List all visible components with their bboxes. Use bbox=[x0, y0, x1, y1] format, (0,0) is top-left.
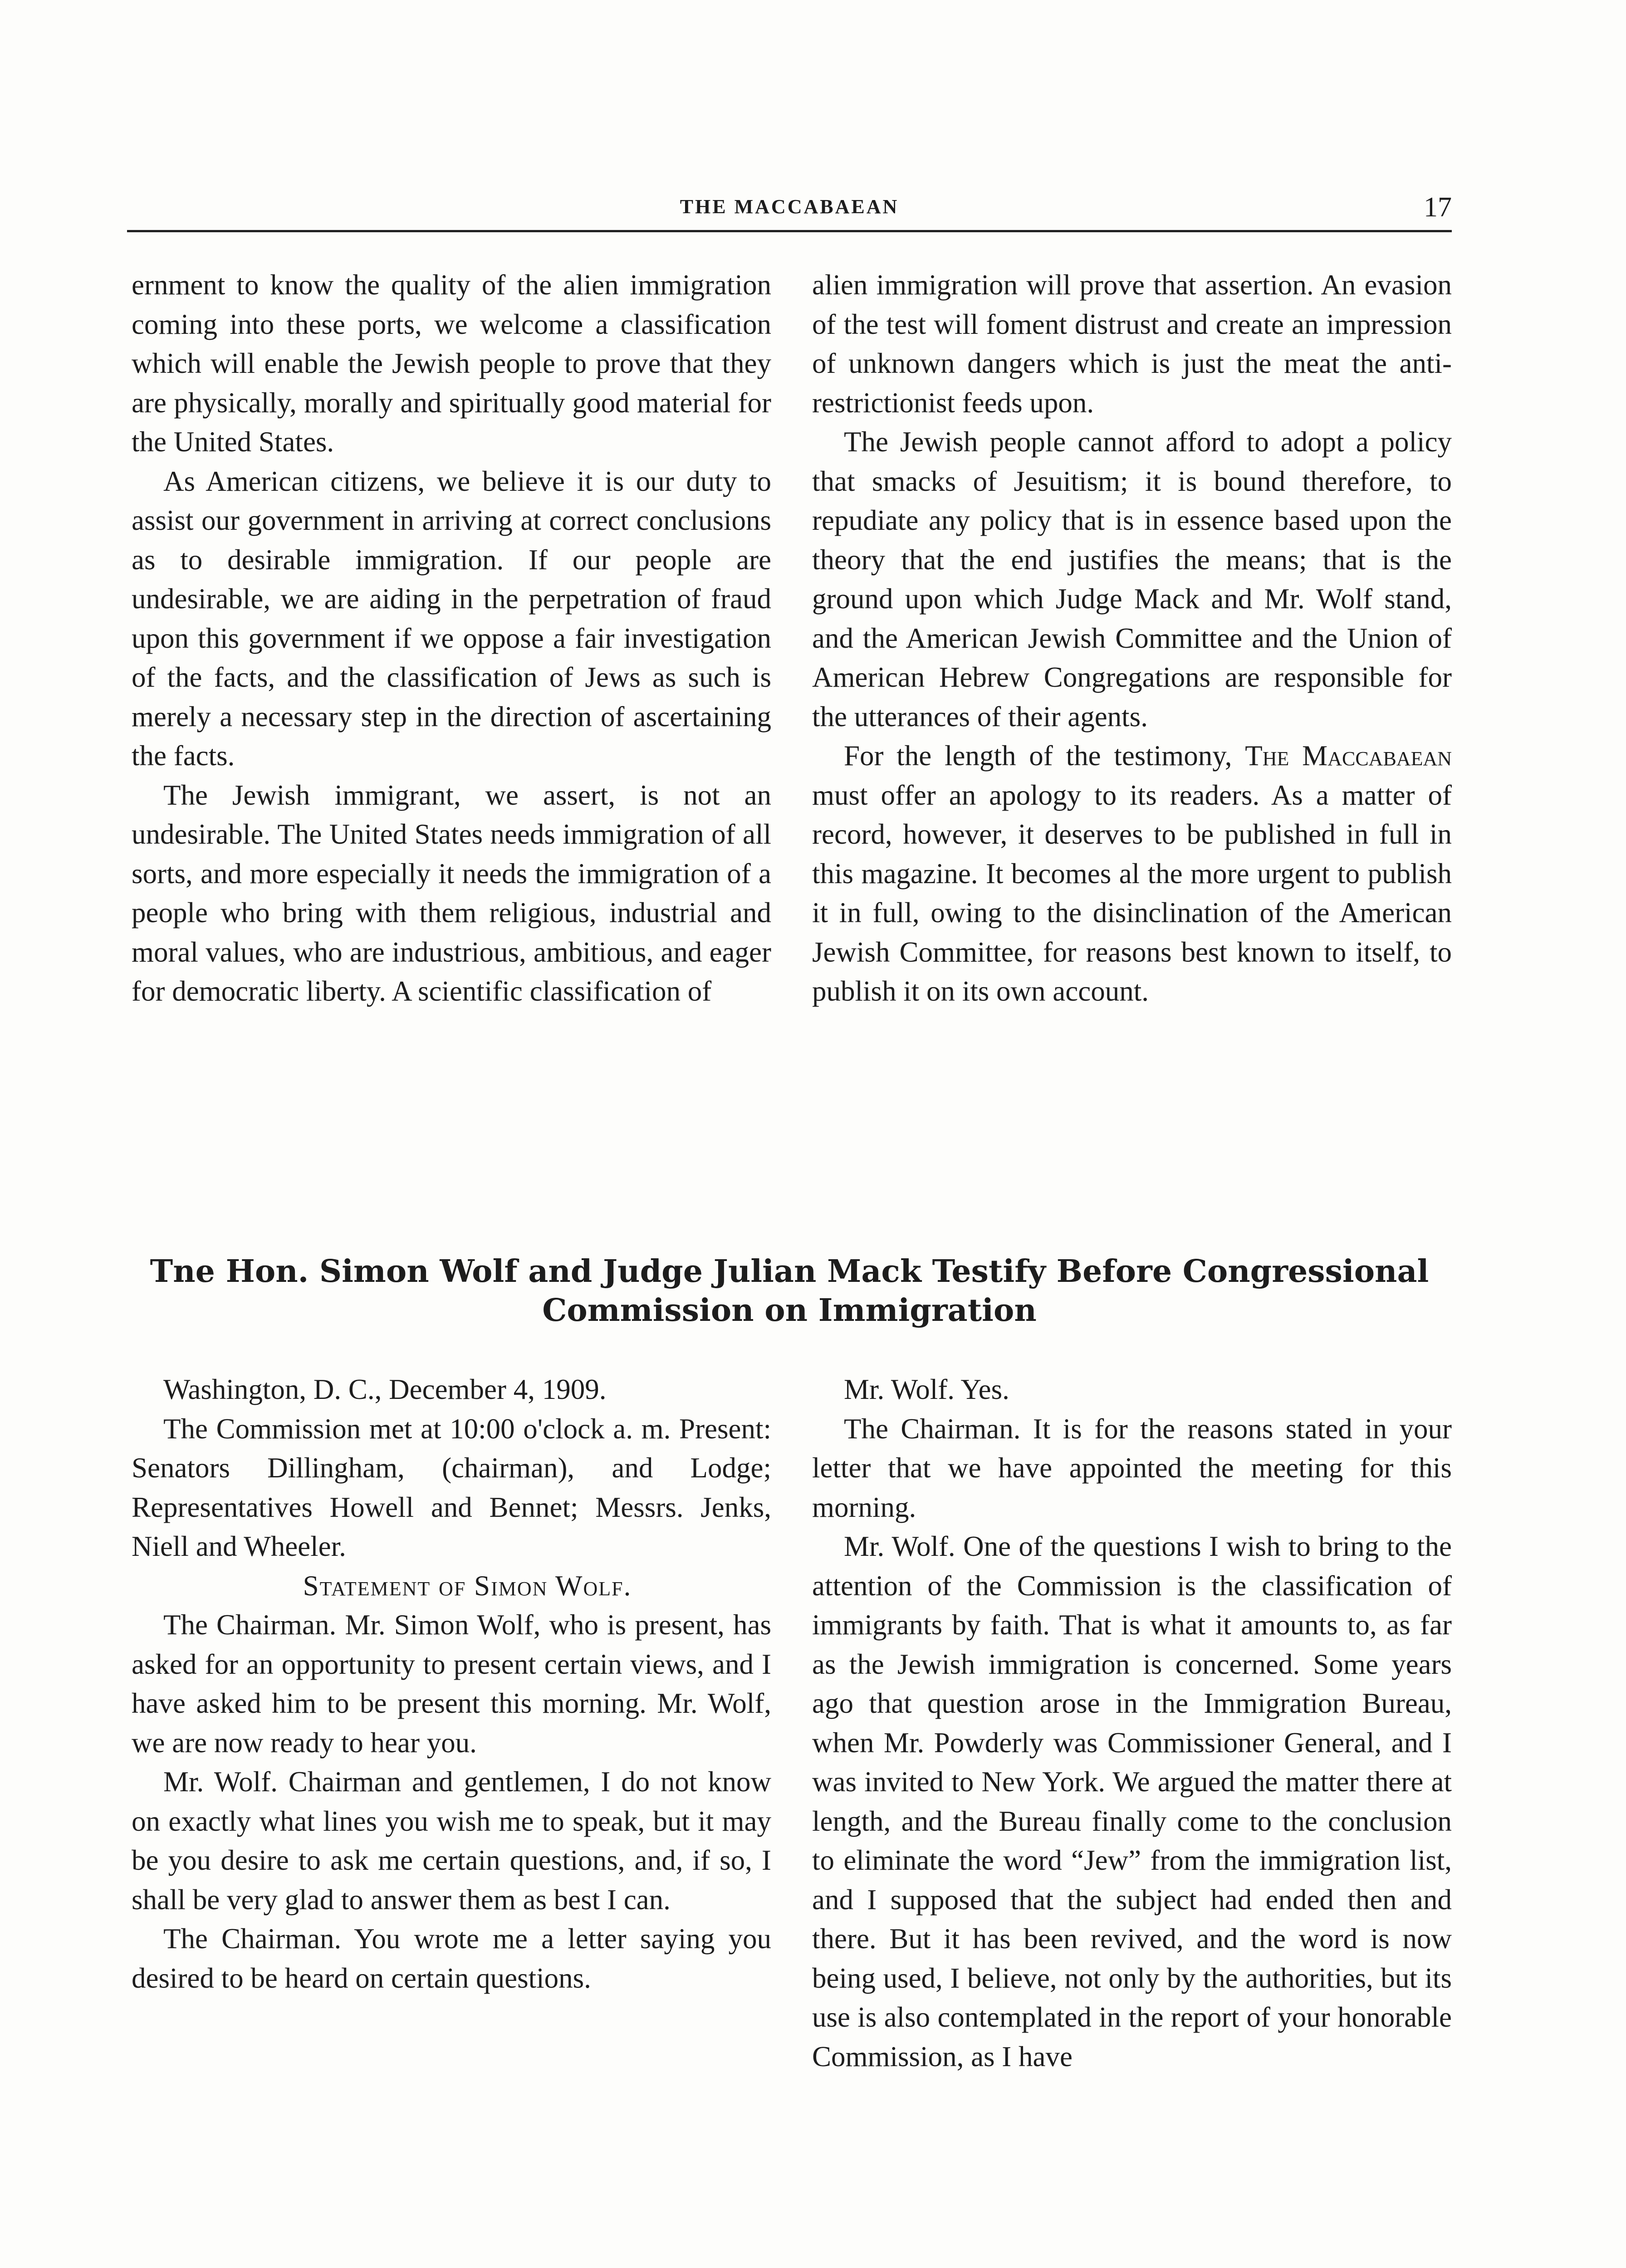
running-header bbox=[127, 192, 1452, 227]
paragraph-text: must offer an apology to its readers. As a matter of record, however, it deserves to be published in full in this magazine. It becomes al the more urgent to publish it in full, owing to the disinclination of the American Jewish Committee, for reasons best known to itself, to publish it on its own account. bbox=[812, 779, 1452, 1007]
paragraph: The Jewish people cannot afford to adopt a policy that smacks of Jesuitism; it is bound therefore, to repudiate any policy that is in essence based upon the theory that the end justifies the means; that is the ground upon which Judge Mack and Mr. Wolf stand, and the American Jewish Committee and the Union of American Hebrew Congregations are responsible for the utterances of their agents. bbox=[812, 426, 1452, 733]
paragraph: The Jewish immigrant, we assert, is not an undesirable. The United States needs immigration of all sorts, and more especially it needs the immigration of a people who bring with them religious, industrial and moral values, who are industrious, ambitious, and eager for democratic liberty. A scientific classification of bbox=[132, 779, 771, 1007]
paragraph: alien immigration will prove that assertion. An evasion of the test will foment distrust and create an impression of unknown dangers which is just the meat the anti-restrictionist feeds upon. bbox=[812, 269, 1452, 419]
dateline: Washington, D. C., December 4, 1909. bbox=[163, 1374, 607, 1405]
paragraph: The Commission met at 10:00 o'clock a. m. Present: Senators Dillingham, (chairman), and Lodge; Representatives Howell and Bennet; Messrs. Jenks, Niell and Wheeler. bbox=[132, 1413, 771, 1562]
paragraph: The Chairman. You wrote me a letter saying you desired to be heard on certain questions. bbox=[132, 1923, 771, 1994]
top-left-column bbox=[132, 265, 771, 1011]
page-number: 17 bbox=[1424, 192, 1452, 223]
bottom-right-column bbox=[812, 1370, 1452, 2076]
running-title: THE MACCABAEAN bbox=[680, 196, 899, 218]
paragraph: The Chairman. Mr. Simon Wolf, who is present, has asked for an opportunity to present certain views, and I have asked him to be present this morning. Mr. Wolf, we are now ready to hear you. bbox=[132, 1609, 771, 1759]
paragraph: Mr. Wolf. One of the questions I wish to bring to the attention of the Commission is the classification of immigrants by faith. That is what it amounts to, as far as the Jewish immigration is concerned. Some years ago that question arose in the Immigration Bureau, when Mr. Powderly was Commissioner General, and I was invited to New York. We argued the matter there at length, and the Bureau finally come to the conclusion to eliminate the word “Jew” from the immigration list, and I supposed that the subject had ended then and there. But it has been revived, and the word is now being used, I believe, not only by the authorities, but its use is also contemplated in the report of your honorable Commission, as I have bbox=[812, 1530, 1452, 2072]
header-rule bbox=[127, 230, 1452, 232]
statement-subhead: Statement of Simon Wolf. bbox=[303, 1569, 632, 1602]
magazine-name: The Maccabaean bbox=[1245, 740, 1452, 772]
paragraph-text: For the length of the testimony, bbox=[844, 740, 1245, 772]
paragraph: The Chairman. It is for the reasons stated in your letter that we have appointed the meeting for this morning. bbox=[812, 1413, 1452, 1523]
top-right-column bbox=[812, 265, 1452, 1011]
paragraph bbox=[812, 736, 1452, 1011]
paragraph: As American citizens, we believe it is our duty to assist our government in arriving at correct conclusions as to desirable immigration. If our people are undesirable, we are aiding in the perpetration of fraud upon this government if we oppose a fair investigation of the facts, and the classification of Jews as such is merely a necessary step in the direction of ascertaining the facts. bbox=[132, 465, 771, 772]
article-headline: Tne Hon. Simon Wolf and Judge Julian Mack Testify Before Congressional Commission on Immigration bbox=[150, 1253, 1429, 1329]
paragraph: Mr. Wolf. Yes. bbox=[844, 1374, 1009, 1405]
paragraph: ernment to know the quality of the alien immigration coming into these ports, we welcome a classification which will enable the Jewish people to prove that they are physically, morally and spiritually good material for the United States. bbox=[132, 269, 771, 458]
bottom-left-column bbox=[132, 1370, 771, 1998]
paragraph: Mr. Wolf. Chairman and gentlemen, I do not know on exactly what lines you wish me to speak, but it may be you desire to ask me certain questions, and, if so, I shall be very glad to answer them as best I can. bbox=[132, 1766, 771, 1916]
